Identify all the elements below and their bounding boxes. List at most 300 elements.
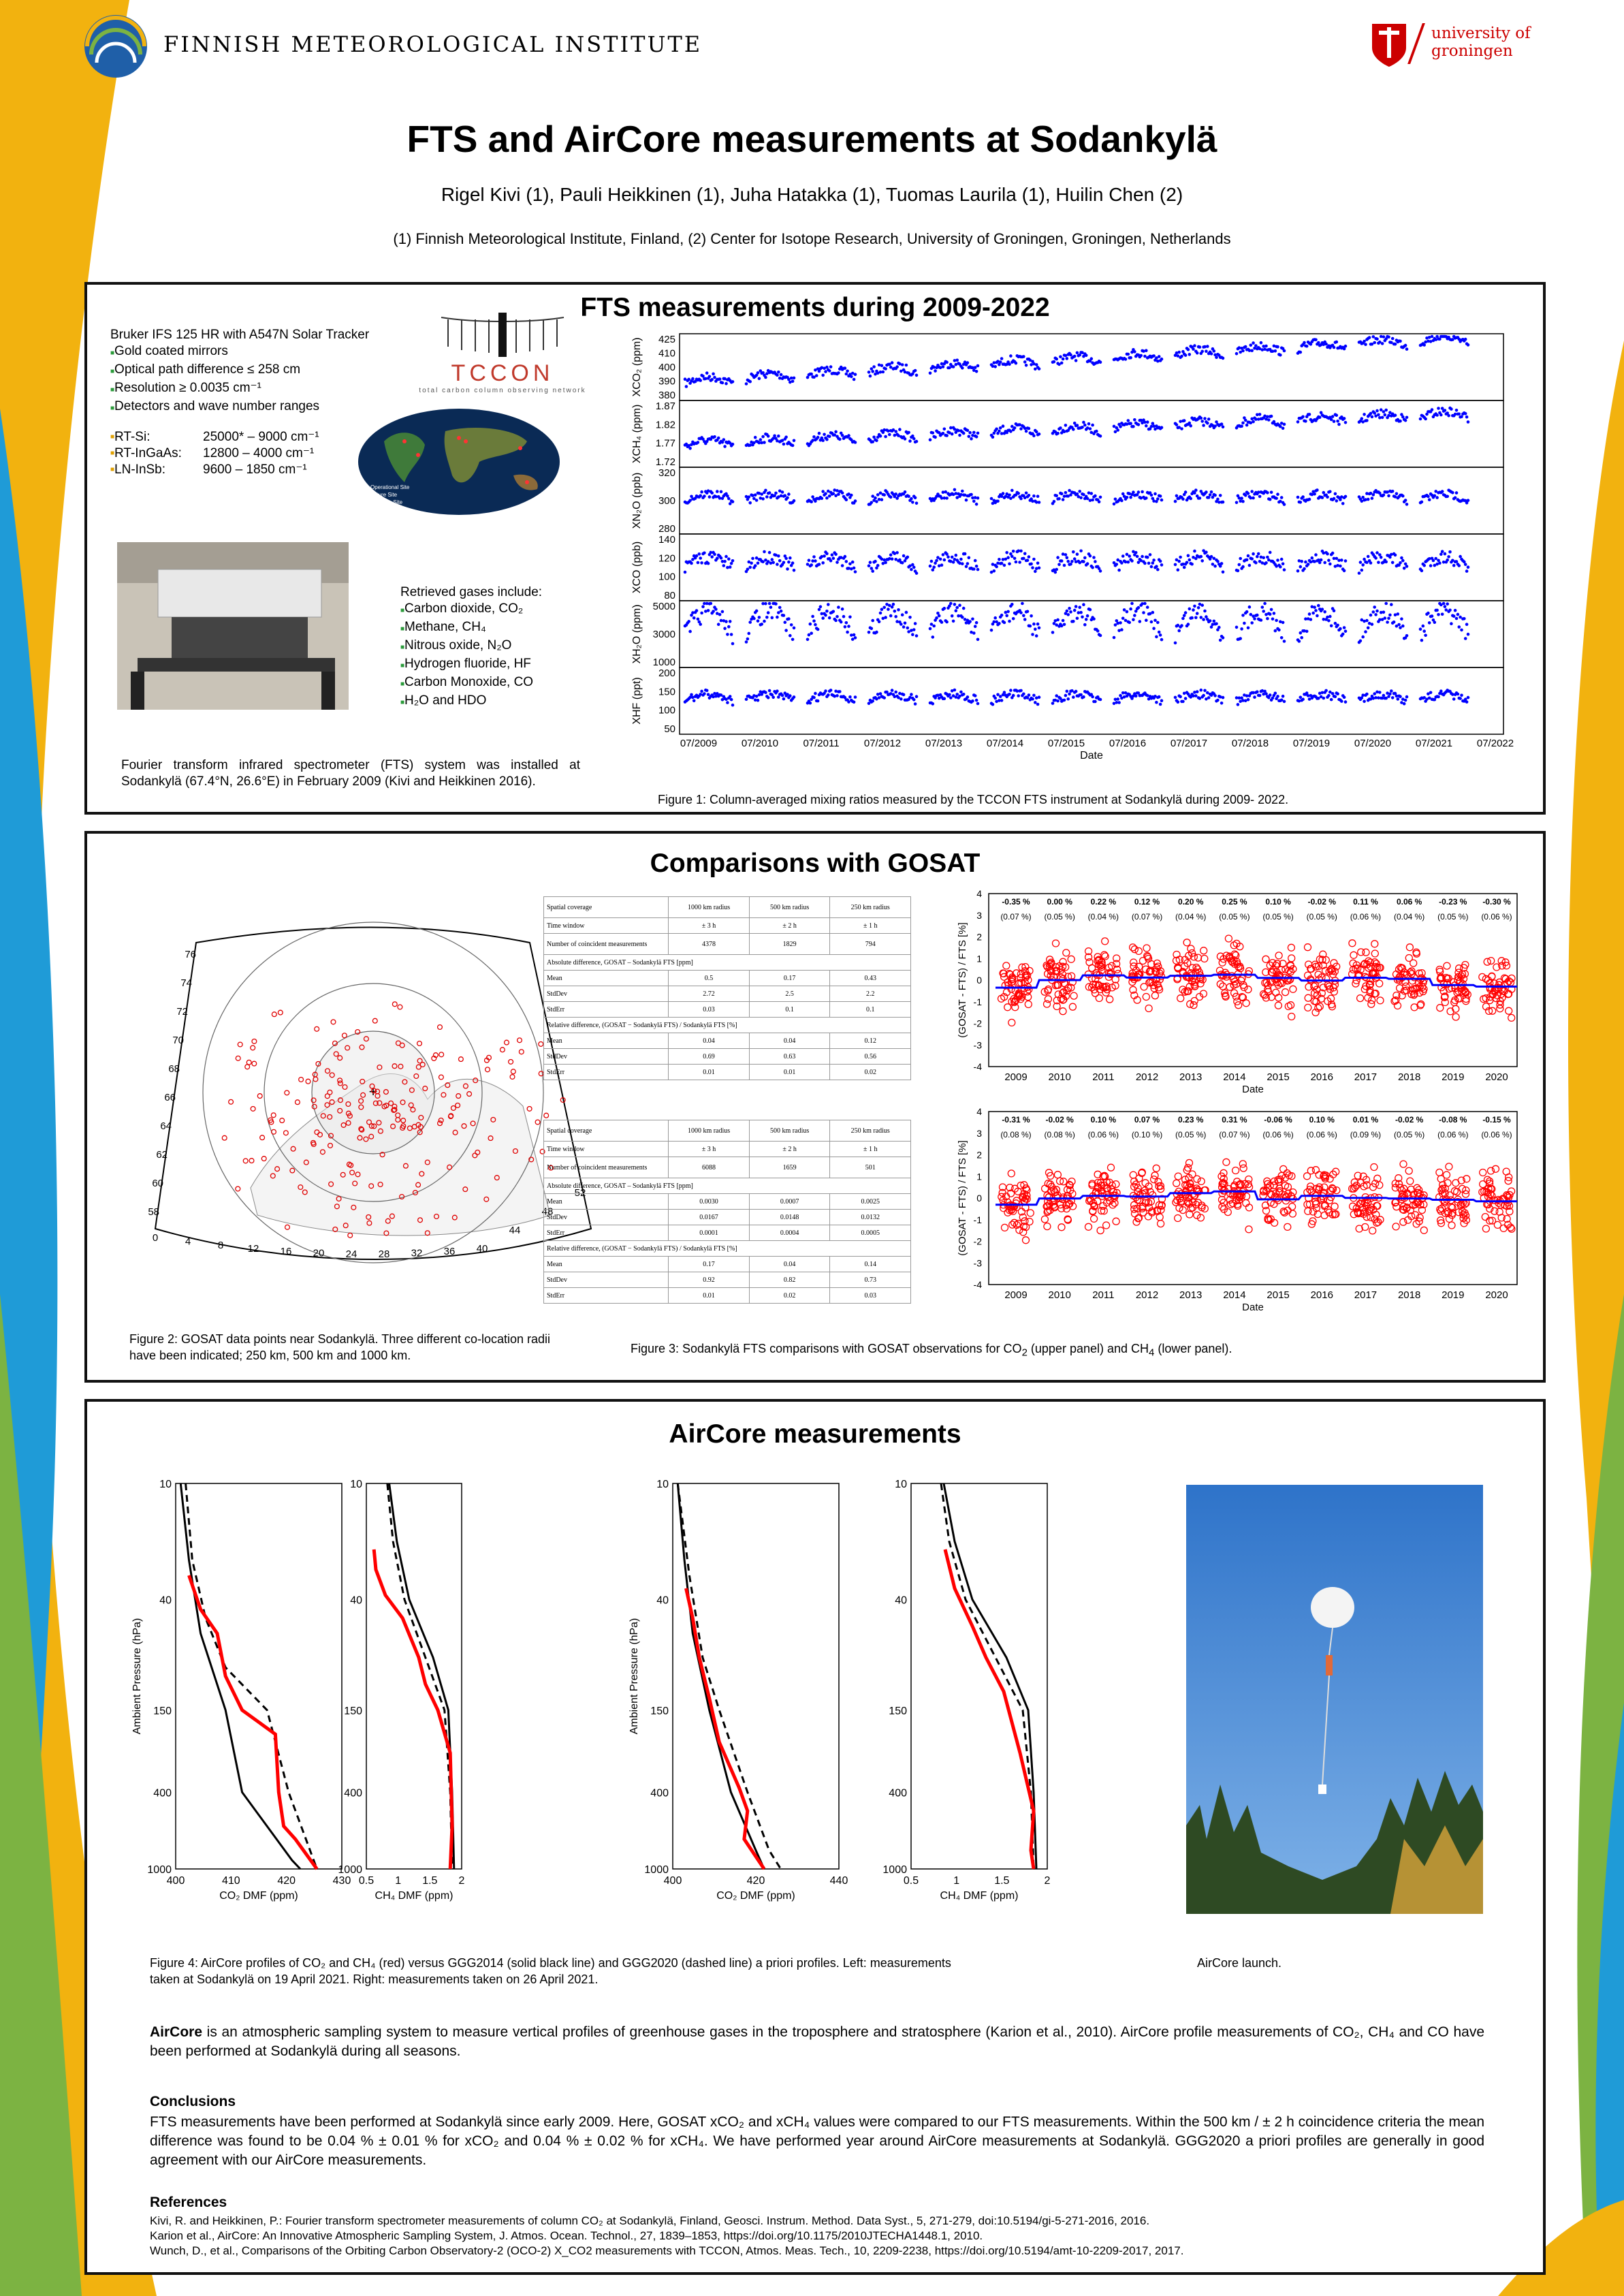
fig1-ytick: 1.82 — [655, 419, 675, 431]
fig1-point — [1134, 695, 1138, 698]
fig1-point — [828, 369, 831, 373]
fig3-year-points — [998, 962, 1034, 1026]
fig1-point — [1456, 693, 1460, 696]
fig1-point — [1394, 343, 1397, 346]
fig1-point — [1450, 407, 1453, 411]
fig1-point — [1098, 501, 1101, 504]
fig1-point — [1032, 494, 1036, 498]
fig1-point — [1264, 692, 1268, 695]
fig1-point — [1035, 567, 1038, 570]
fig1-series-year — [745, 689, 796, 702]
fig1-point — [871, 494, 874, 498]
fig1-point — [1089, 554, 1092, 558]
fig1-point — [1451, 491, 1454, 494]
fig1-point — [1313, 606, 1316, 609]
fig1-point — [837, 606, 840, 609]
fig1-point — [771, 616, 774, 620]
fig1-point — [1056, 699, 1060, 703]
fig1-point — [1256, 614, 1259, 617]
fig1-point — [847, 700, 850, 704]
fig1-point — [961, 616, 964, 619]
fig3-mean-label: -0.15 % — [1482, 1115, 1511, 1125]
fig1-point — [1038, 501, 1041, 504]
fig1-point — [892, 603, 895, 606]
fig1-point — [1069, 493, 1072, 497]
fig3-std-label: (0.05 %) — [1437, 912, 1469, 922]
fig1-point — [1299, 631, 1303, 635]
fig3-year-points — [1173, 939, 1208, 1009]
fig1-point — [705, 689, 709, 693]
fig1-point — [1372, 610, 1375, 614]
fig3-ytick: -1 — [973, 1214, 982, 1225]
fig1-point — [1279, 353, 1282, 357]
fig3-point — [1275, 952, 1282, 959]
fig1-point — [912, 437, 916, 441]
fig1-point — [998, 622, 1001, 625]
fig1-point — [1183, 566, 1186, 569]
fig1-point — [731, 559, 735, 563]
fig1-point — [930, 560, 934, 563]
fig1-point — [1141, 555, 1144, 559]
fig3-point — [1436, 1169, 1443, 1176]
fig1-point — [1344, 495, 1348, 499]
fig1-point — [1188, 422, 1192, 425]
fig3-year-points — [1479, 1165, 1515, 1232]
fig1-ytick: 300 — [658, 495, 675, 507]
fig1-ytick: 80 — [664, 590, 675, 601]
fig1-point — [754, 493, 757, 497]
fig1-point — [966, 695, 970, 699]
fig1-point — [1438, 561, 1442, 565]
fig3-point — [1488, 958, 1495, 964]
fig3-point — [1201, 956, 1208, 962]
fig1-point — [876, 493, 880, 497]
fig1-series-year — [1296, 550, 1348, 573]
fig1-point — [1343, 569, 1346, 573]
fig1-point — [1336, 692, 1339, 695]
fig1-point — [1333, 346, 1336, 349]
fig1-point — [1150, 494, 1153, 497]
fig1-point — [1064, 553, 1068, 556]
fig1-point — [1459, 697, 1462, 700]
fig1-point — [1126, 496, 1129, 499]
fig1-point — [755, 499, 759, 502]
fig1-point — [1387, 336, 1390, 339]
fig1-ytick: 425 — [658, 334, 675, 345]
rug-name-line2: groningen — [1431, 42, 1513, 60]
table-cell: Spatial coverage — [544, 1120, 669, 1142]
table-row — [544, 1002, 911, 1018]
fig1-point — [959, 691, 963, 694]
fig3-point — [1312, 1167, 1319, 1174]
fig1-point — [1028, 427, 1031, 430]
fig1-point — [1333, 609, 1336, 612]
figure3-ch4-chart — [945, 1106, 1531, 1324]
fig1-point — [1213, 494, 1217, 497]
fig1-point — [816, 628, 820, 631]
fig3-mean-label: 0.20 % — [1178, 897, 1204, 907]
fig1-point — [793, 695, 796, 699]
fig1-point — [1153, 492, 1157, 496]
fig1-point — [1454, 497, 1457, 500]
fig1-point — [1187, 554, 1190, 558]
fig1-series-year — [929, 488, 980, 506]
fig1-point — [1276, 695, 1279, 698]
fig1-point — [1363, 700, 1366, 704]
table-cell: StdDev — [544, 1210, 669, 1225]
fig1-point — [1454, 609, 1457, 612]
fig3-point — [1245, 1226, 1252, 1233]
fig1-point — [821, 561, 825, 565]
fig1-point — [943, 428, 946, 431]
fig3-ytick: 4 — [976, 1106, 982, 1117]
map-lat-label: 64 — [160, 1120, 172, 1132]
fig1-point — [1152, 559, 1156, 562]
fig1-point — [1363, 558, 1366, 561]
fig1-point — [1331, 552, 1335, 555]
gas-text: Nitrous oxide, N₂O — [404, 638, 512, 652]
fig3-point — [1186, 1159, 1193, 1166]
fig3-point — [1045, 1194, 1052, 1201]
map-legend-item: Operational Site — [370, 484, 410, 490]
fig1-point — [769, 606, 773, 609]
fig1-point — [769, 562, 773, 565]
fig1-point — [1194, 616, 1198, 620]
tccon-instrument-icon — [434, 309, 571, 357]
fig3-point — [1400, 1161, 1407, 1167]
fig1-point — [1244, 345, 1247, 349]
fig1-point — [1066, 697, 1070, 701]
fig1-point — [1211, 563, 1215, 566]
fig1-point — [1391, 561, 1395, 565]
fig1-point — [1206, 345, 1209, 348]
fig3-point — [1392, 1223, 1399, 1230]
fig4-xlabel: CO₂ DMF (ppm) — [219, 1890, 298, 1902]
fig1-point — [911, 501, 914, 504]
table-cell: 0.5 — [669, 971, 750, 986]
fig1-point — [1155, 701, 1158, 704]
fig1-point — [1213, 620, 1216, 623]
fig1-point — [771, 561, 775, 565]
fig1-point — [958, 434, 961, 437]
fig1-point — [1079, 693, 1083, 697]
fig3-point — [1096, 995, 1102, 1002]
fig1-point — [965, 565, 968, 569]
fig1-point — [1467, 499, 1470, 502]
fig1-point — [1142, 349, 1145, 353]
fig4-xtick: 1 — [395, 1875, 402, 1887]
map-lon-label: 36 — [443, 1245, 456, 1257]
fig3-std-label: (0.08 %) — [1044, 1130, 1075, 1139]
fig1-point — [1055, 358, 1058, 361]
fig1-point — [844, 366, 847, 370]
fig1-point — [825, 438, 829, 441]
fig1-point — [845, 621, 848, 625]
fig1-point — [1305, 345, 1309, 348]
fig1-point — [1427, 495, 1430, 499]
fig3-point — [1288, 955, 1295, 962]
fig1-point — [1076, 617, 1079, 620]
fig1-point — [1404, 499, 1407, 502]
fig1-point — [828, 616, 831, 620]
fig3-point — [1305, 944, 1311, 951]
fig1-point — [1261, 606, 1264, 609]
fig1-point — [1073, 355, 1077, 358]
fig1-point — [777, 371, 780, 374]
fig3-std-label: (0.06 %) — [1350, 912, 1382, 922]
fig3-point — [1102, 938, 1109, 945]
fig1-point — [968, 556, 971, 560]
fig3-point — [1508, 1014, 1515, 1021]
fig4-ytick: 40 — [159, 1594, 172, 1607]
fig1-point — [1070, 560, 1074, 563]
fig1-point — [1305, 630, 1309, 633]
fig1-series-year — [1419, 602, 1470, 642]
fig3-point — [1228, 1201, 1235, 1208]
map-legend-item: Previous Site — [370, 499, 403, 505]
fig1-ytick: 390 — [658, 375, 675, 388]
fig1-point — [1203, 417, 1207, 420]
fig3-xtick: 2014 — [1223, 1289, 1246, 1301]
fig1-point — [993, 365, 997, 368]
fig1-point — [854, 441, 857, 444]
fig1-point — [1276, 559, 1279, 562]
fig1-point — [1309, 618, 1313, 621]
fig1-series-year — [1358, 489, 1409, 506]
table-cell: 0.82 — [749, 1272, 830, 1288]
fig1-point — [1335, 499, 1339, 503]
fig3-xtick: 2015 — [1267, 1289, 1290, 1301]
fig1-point — [1074, 359, 1078, 362]
fig1-point — [1156, 568, 1160, 571]
fig1-ytick: 200 — [658, 667, 675, 679]
table-row — [544, 986, 911, 1002]
fig1-point — [1283, 349, 1286, 353]
fig3-point — [1482, 1214, 1488, 1221]
table-header-row — [544, 897, 911, 918]
fig1-point — [1051, 702, 1055, 705]
fig1-point — [729, 695, 732, 698]
fig1-point — [1019, 689, 1023, 693]
fig3-year-points — [1391, 944, 1427, 1011]
fig1-point — [1388, 556, 1392, 559]
fig1-point — [838, 438, 842, 441]
fig1-series-year — [1419, 335, 1470, 347]
fig3-point — [1194, 1176, 1200, 1182]
fig1-point — [848, 563, 852, 566]
fig1-point — [1129, 356, 1132, 360]
fig1-point — [777, 435, 780, 438]
fig1-series-year — [1113, 691, 1164, 706]
fig1-point — [1343, 626, 1346, 629]
table-row — [544, 1033, 911, 1049]
fig1-point — [1190, 616, 1194, 620]
fig1-point — [1300, 560, 1303, 563]
fig1-point — [1010, 489, 1014, 492]
table-cell: ± 3 h — [669, 918, 750, 934]
fig1-point — [1384, 616, 1387, 620]
fig1-point — [942, 432, 945, 435]
fig3-std-label: (0.04 %) — [1175, 912, 1207, 922]
fig1-series-year — [1235, 689, 1286, 706]
fig1-point — [1069, 353, 1072, 357]
fig1-point — [991, 435, 995, 439]
fig1-point — [703, 494, 706, 498]
fig3-point — [1356, 1225, 1363, 1232]
fig1-point — [871, 569, 874, 573]
fig1-point — [1241, 614, 1245, 617]
co2-stats-table — [543, 896, 911, 1080]
fig1-point — [1452, 564, 1456, 567]
fig1-point — [1241, 565, 1245, 569]
fig1-series-year — [929, 551, 980, 571]
fig1-point — [1252, 341, 1255, 345]
fig1-point — [953, 689, 957, 692]
fig1-point — [725, 555, 728, 559]
table-cell: 0.02 — [830, 1065, 911, 1080]
fig1-ytick: 100 — [658, 704, 675, 717]
fig1-point — [1452, 697, 1456, 701]
fig1-point — [891, 689, 894, 692]
fig1-point — [1262, 556, 1265, 560]
fig1-point — [761, 435, 765, 439]
fig1-point — [821, 616, 825, 620]
fig3-year-points — [1173, 1159, 1209, 1221]
gas-item — [400, 656, 571, 674]
fig1-point — [1360, 569, 1364, 572]
fig1-series-year — [1051, 550, 1102, 574]
fig1-point — [993, 616, 997, 620]
fig1-point — [1074, 690, 1078, 693]
fig1-point — [1397, 612, 1400, 616]
table-cell: Number of coincident measurements — [544, 934, 669, 955]
fig3-point — [1225, 935, 1232, 942]
fig1-point — [1060, 492, 1064, 496]
fig1-point — [1036, 494, 1040, 498]
fig1-point — [879, 692, 882, 695]
fig1-point — [842, 615, 846, 618]
table-cell: 1000 km radius — [669, 1120, 750, 1142]
table-cell: 0.01 — [669, 1288, 750, 1304]
fig1-point — [1249, 613, 1253, 616]
fig1-point — [700, 561, 703, 565]
fig1-point — [1079, 497, 1083, 500]
fig1-point — [1378, 691, 1382, 694]
table-cell: 0.69 — [669, 1049, 750, 1065]
fig3-point — [1284, 1223, 1291, 1230]
gas-text: Methane, CH₄ — [404, 620, 486, 634]
fig1-point — [1381, 342, 1384, 345]
fig1-point — [1247, 554, 1250, 558]
fig1-ytick: 1.77 — [655, 437, 675, 450]
fig3-point — [1131, 946, 1138, 953]
fig1-point — [1314, 553, 1318, 556]
fig1-point — [1371, 623, 1374, 626]
fig1-point — [1200, 420, 1204, 423]
fig1-point — [1202, 694, 1205, 697]
fig1-series-year — [1419, 489, 1470, 505]
fig1-point — [970, 437, 973, 441]
fig3-point — [1058, 1224, 1065, 1231]
fig1-point — [844, 625, 847, 629]
fig1-point — [767, 435, 770, 438]
fig1-point — [1296, 569, 1300, 573]
fig1-point — [1336, 624, 1339, 627]
fig1-point — [1159, 703, 1162, 706]
fig1-point — [1382, 410, 1386, 413]
fig1-point — [1029, 625, 1032, 628]
fig1-point — [898, 428, 902, 431]
fig1-point — [1241, 349, 1245, 353]
fig1-point — [955, 554, 958, 557]
fig4-ytick: 40 — [350, 1594, 362, 1607]
fig1-point — [841, 564, 844, 567]
fig1-series-year — [684, 551, 735, 574]
fig1-point — [1114, 430, 1117, 434]
fig1-point — [1008, 362, 1011, 366]
fig1-point — [1099, 435, 1102, 438]
fig1-point — [1303, 567, 1306, 571]
fig1-point — [1399, 561, 1402, 565]
fig1-point — [976, 702, 980, 706]
fig1-point — [1159, 494, 1162, 498]
fig1-point — [1422, 625, 1425, 628]
fig1-point — [1142, 611, 1145, 614]
fig1-point — [999, 360, 1002, 364]
fig3-mean-label: -0.02 % — [1307, 897, 1336, 907]
fig3-point — [1013, 970, 1020, 977]
fts-panel — [84, 282, 1546, 815]
fig1-point — [1298, 640, 1301, 643]
fig1-point — [1068, 607, 1071, 610]
fig1-point — [1321, 608, 1324, 611]
fig1-point — [1365, 419, 1369, 422]
fig1-point — [1262, 610, 1265, 613]
fig1-point — [1183, 419, 1186, 422]
table-row — [544, 1178, 911, 1194]
fig3-point — [1106, 996, 1113, 1003]
fig3-mean-label: 0.11 % — [1353, 897, 1378, 907]
fig1-point — [1335, 413, 1339, 417]
fig1-point — [824, 492, 827, 496]
fig1-ytick: 120 — [658, 552, 675, 565]
fig1-point — [1258, 694, 1262, 697]
fig1-point — [1250, 349, 1254, 353]
fig1-point — [975, 503, 978, 506]
fig1-point — [1374, 613, 1378, 616]
fig1-point — [1340, 559, 1343, 562]
fig1-point — [1465, 700, 1469, 704]
fig1-point — [930, 623, 934, 626]
fig1-point — [793, 569, 796, 572]
fig1-point — [1275, 619, 1278, 623]
fig1-point — [1082, 493, 1085, 497]
aircore-panel — [84, 1399, 1546, 2275]
fig1-point — [716, 556, 719, 560]
fig1-point — [712, 373, 715, 376]
fig1-point — [1132, 425, 1135, 428]
fig1-point — [765, 495, 769, 499]
table-cell: 0.73 — [830, 1272, 911, 1288]
fig1-series-year — [806, 488, 857, 505]
fig1-point — [1433, 494, 1437, 498]
fig1-point — [910, 693, 913, 696]
rug-crest-icon — [1369, 20, 1410, 68]
fig1-point — [1030, 563, 1033, 566]
fig1-point — [905, 611, 908, 614]
fig1-point — [1314, 339, 1318, 342]
fig3-point — [1053, 940, 1060, 947]
